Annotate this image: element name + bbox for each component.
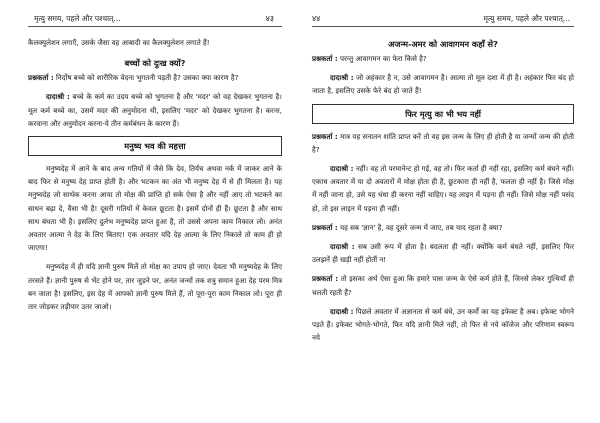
boxed-section-heading: मनुष्य भव की महत्ता bbox=[28, 136, 282, 156]
boxed-section-heading: फिर मृत्यु का भी भय नहीं bbox=[312, 104, 574, 124]
speaker-label: प्रश्नकर्ता : bbox=[312, 222, 338, 232]
answer-text: जो अहंकार है न, उसे आवागमन है। आत्मा तो मूल दशा में ही है। अहंकार फिर बंद हो जाता है, इसलिए उसके फेरे बंद हो जाते हैं! bbox=[312, 73, 574, 96]
body-paragraph: मनुष्यदेह में ही यदि ज्ञानी पुरुष मिलें तो मोक्ष का उपाय हो जाए। देवता भी मनुष्यदेह के लिए तरसते हैं। ज्ञानी पुरुष से भेंट होने पर, तार जुड़ने पर, अनंत जन्मों तक शत्रु समान हुआ देह परम मित्र बन जाता है! इसलिए, इस देह में आपको ज्ञानी पुरुष मिले हैं, तो पूरा-पूरा काम निकाल लो। पूरा ही तार जोड़कर तड़ीपार उतर जाओ। bbox=[28, 262, 282, 312]
running-title: मृत्यु समय, पहले और पश्चात्... bbox=[34, 14, 121, 23]
speaker-label: प्रश्नकर्ता : bbox=[312, 54, 338, 63]
speaker-label: दादाश्री : bbox=[330, 73, 354, 83]
answer-paragraph bbox=[312, 305, 574, 345]
running-header bbox=[312, 12, 574, 27]
page-number: ४३ bbox=[265, 14, 274, 23]
question-text: मात्र यह सनातन शांति प्राप्त करें तो वह इस जन्म के लिए ही होती है या जन्मों जन्म की होती है? bbox=[312, 131, 574, 154]
question-paragraph bbox=[312, 130, 574, 156]
speaker-label: प्रश्नकर्ता : bbox=[312, 131, 338, 141]
continuation-paragraph: कैलक्युलेशन लगाएँ, उसके जैसा वह आबादी का कैलक्युलेशन लगाते हैं! bbox=[28, 38, 210, 47]
right-page bbox=[312, 0, 574, 423]
question-paragraph bbox=[312, 52, 574, 65]
question-text: यह सब 'ज्ञान' है, वह दूसरे जन्म में जाए, तब याद रहता है क्या? bbox=[339, 222, 503, 232]
answer-text: पिछले अवतार में अज्ञानता से कर्म बंधे, उन कर्मों का यह इफेक्ट है अब। इफेक्ट भोगने पड़ते हैं। इफेक्ट भोगते-भोगते, फिर यदि ज्ञानी मिले नहीं, तो फिर से नये कॉजेज और परिणाम स्वरूप नये bbox=[312, 306, 574, 343]
answer-text: सब उसी रूप में होता है। बदलता ही नहीं। क्योंकि कर्म बंधते नहीं, इसलिए फिर उलझनें ही खड़ी नहीं होतीं न! bbox=[312, 242, 575, 265]
answer-text: बच्चे के कर्म का उदय बच्चे को भुगतना है और 'मदर' को वह देखकर भुगतना है। मूल कर्म बच्चे का, उसमें मदर की अनुमोदना थी, इसलिए 'मदर' को देखकर भुगतना है। करना, करवाना और अनुमोदन करना-ये तीन कर्मबंधन के कारण हैं। bbox=[28, 92, 282, 128]
speaker-label: दादाश्री : bbox=[330, 242, 355, 252]
speaker-label: प्रश्नकर्ता : bbox=[28, 73, 54, 83]
section-heading: बच्चों को दुःख क्यों? bbox=[124, 58, 186, 69]
section-heading: अजन्म-अमर को आवागमन कहाँ से? bbox=[388, 39, 498, 49]
answer-paragraph bbox=[312, 240, 574, 266]
question-text: निर्दोष बच्चे को शारीरिक वेदना भुगतनी पड़ती है? उसका क्या कारण है? bbox=[55, 73, 239, 83]
answer-paragraph bbox=[312, 71, 574, 97]
answer-text: नहीं। वह तो परमानेन्ट हो गई, वह तो। फिर कर्ता ही नहीं रहा, इसलिए कर्म बंधने नहीं। एकाध अवतार में या दो अवतारों में मोक्ष होता ही है, छुटकारा ही नहीं है, फलता ही नहीं है। जिसे मोक्ष में नहीं जाना हो, उसे यह धंधा ही करना नहीं चाहिए। यह लाइन में पड़ना ही नहीं। जिसे मोक्ष नहीं पसंद हो, तो इस लाइन में पड़ना ही नहीं। bbox=[312, 164, 574, 213]
question-paragraph bbox=[28, 71, 282, 84]
running-header bbox=[28, 12, 282, 27]
answer-paragraph bbox=[28, 90, 282, 130]
speaker-label: प्रश्नकर्ता : bbox=[312, 274, 339, 284]
running-title: मृत्यु समय, पहले और पश्चात्... bbox=[483, 14, 570, 23]
question-paragraph bbox=[312, 272, 574, 298]
speaker-label: दादाश्री : bbox=[330, 306, 354, 316]
right-page-body bbox=[312, 36, 574, 344]
left-page bbox=[28, 0, 282, 423]
question-text: तो इसका अर्थ ऐसा हुआ कि हमारे पास जन्म के ऐसे कर्म होते हैं, जिनसे लेकर गुत्थियाँ ही चलती रहती हैं? bbox=[312, 274, 575, 297]
speaker-label: दादाश्री : bbox=[330, 164, 354, 174]
question-text: परन्तु आवागमन का फेरा किसे है? bbox=[339, 54, 427, 63]
left-page-body bbox=[28, 36, 282, 313]
answer-paragraph bbox=[312, 162, 574, 215]
speaker-label: दादाश्री : bbox=[46, 92, 70, 102]
page-number: ४४ bbox=[312, 14, 321, 23]
question-paragraph bbox=[312, 221, 574, 234]
body-paragraph: मनुष्यदेह में आने के बाद अन्य गतियों में जैसे कि देव, तिर्यंच अथवा नर्क में जाकर आने के बाद फिर से मनुष्य देह प्राप्त होती है। और भटकन का अंत भी मनुष्य देह में से ही मिलता है। यह मनुष्यदेह जो सार्थक करना आया तो मोक्ष की प्राप्ति हो सके ऐसा है और नहीं आए तो भटकने का साधन बढ़ा दे, वैसा भी है! दूसरी गतियों में केवल छूटता है। इसमें दोनों ही हैं। छूटता है और साथ साथ बंधता भी है। इसलिए दुर्लभ मनुष्यदेह प्राप्त हुआ है, तो उससे अपना काम निकाल लो। अनंत अवतार आत्मा ने देह के लिए बिताए! एक अवतार यदि देह आत्मा के लिए निकाले तो काम ही हो जाएगा! bbox=[28, 164, 282, 253]
